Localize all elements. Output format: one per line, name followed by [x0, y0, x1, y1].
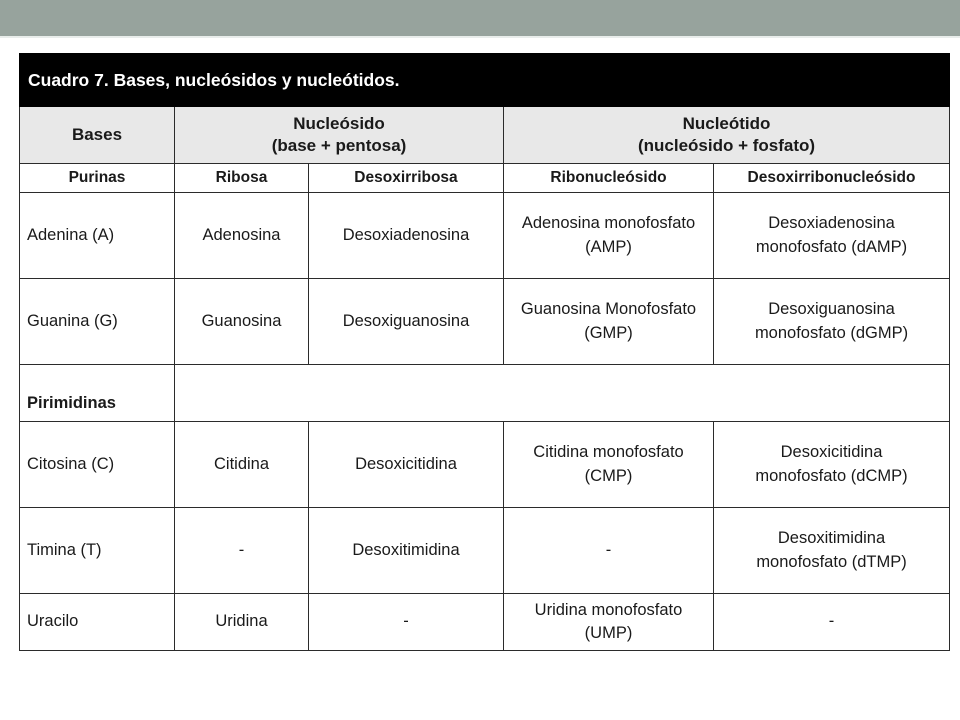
header-nucleosido-subtitle: (base + pentosa) [271, 136, 407, 155]
table-header-row [20, 107, 950, 164]
table-row [20, 594, 950, 651]
cell-line: Desoxitimidina [777, 529, 886, 548]
ribose-cell: Guanosina [175, 279, 309, 365]
cell-line: monofosfato (dGMP) [754, 323, 909, 342]
base-cell: Adenina (A) [20, 193, 175, 279]
deoxyribose-cell: Desoxiguanosina [309, 279, 504, 365]
deoxyribonucleotide-cell [714, 422, 950, 508]
table-row [20, 279, 950, 365]
cell-line: Uridina monofosfato [534, 600, 683, 619]
deoxyribose-cell: Desoxicitidina [309, 422, 504, 508]
subheader-ribosa: Ribosa [175, 164, 309, 193]
table-title-row [20, 54, 950, 107]
cell-line: (CMP) [584, 466, 633, 485]
cell-line: Adenosina monofosfato [521, 214, 696, 233]
deoxyribose-cell: Desoxiadenosina [309, 193, 504, 279]
nucleotides-table [19, 53, 950, 651]
header-nucleotido [504, 107, 950, 164]
table-title: Cuadro 7. Bases, nucleósidos y nucleótidos. [20, 54, 950, 107]
cell-line: monofosfato (dCMP) [755, 466, 908, 485]
pyrimidines-label: Pirimidinas [20, 365, 175, 422]
table-row [20, 193, 950, 279]
cell-line: monofosfato (dTMP) [756, 552, 907, 571]
table-row [20, 422, 950, 508]
header-nucleotido-subtitle: (nucleósido + fosfato) [637, 136, 816, 155]
subheader-desoxirribonucleosido: Desoxirribonucleósido [714, 164, 950, 193]
base-cell: Timina (T) [20, 508, 175, 594]
ribose-cell: Adenosina [175, 193, 309, 279]
cell-line: Citidina monofosfato [533, 443, 684, 462]
cell-line: monofosfato (dAMP) [755, 237, 908, 256]
cell-line: (UMP) [584, 624, 633, 642]
ribonucleotide-cell [504, 594, 714, 651]
deoxyribose-cell: Desoxitimidina [309, 508, 504, 594]
pyrimidines-section-row [20, 365, 950, 422]
ribose-cell: Citidina [175, 422, 309, 508]
table-subheader-row [20, 164, 950, 193]
header-nucleotido-title: Nucleótido [682, 113, 771, 133]
cell-line: Desoxiadenosina [768, 214, 895, 233]
ribonucleotide-cell [504, 508, 714, 594]
header-bases: Bases [20, 107, 175, 164]
base-cell: Guanina (G) [20, 279, 175, 365]
ribonucleotide-cell [504, 193, 714, 279]
cell-line: Guanosina Monofosfato [520, 300, 697, 319]
pyrimidines-blank-cell [175, 365, 950, 422]
deoxyribose-cell: - [309, 594, 504, 651]
base-cell: Uracilo [20, 594, 175, 651]
ribose-cell: - [175, 508, 309, 594]
subheader-ribonucleosido: Ribonucleósido [504, 164, 714, 193]
subheader-desoxirribosa: Desoxirribosa [309, 164, 504, 193]
deoxyribonucleotide-cell [714, 193, 950, 279]
cell-line: Desoxicitidina [780, 443, 883, 462]
ribose-cell: Uridina [175, 594, 309, 651]
cell-line: - [828, 612, 835, 631]
ribonucleotide-cell [504, 279, 714, 365]
subheader-purinas: Purinas [20, 164, 175, 193]
slide-top-band [0, 0, 960, 36]
cell-line: (AMP) [585, 237, 632, 256]
cell-line: - [605, 540, 612, 559]
cell-line: (GMP) [584, 323, 633, 342]
cell-line: Desoxiguanosina [768, 300, 895, 319]
slide-top-band-edge [0, 36, 960, 38]
deoxyribonucleotide-cell [714, 508, 950, 594]
base-cell: Citosina (C) [20, 422, 175, 508]
deoxyribonucleotide-cell [714, 594, 950, 651]
ribonucleotide-cell [504, 422, 714, 508]
header-nucleosido-title: Nucleósido [293, 113, 385, 133]
table-row [20, 508, 950, 594]
header-nucleosido [175, 107, 504, 164]
deoxyribonucleotide-cell [714, 279, 950, 365]
